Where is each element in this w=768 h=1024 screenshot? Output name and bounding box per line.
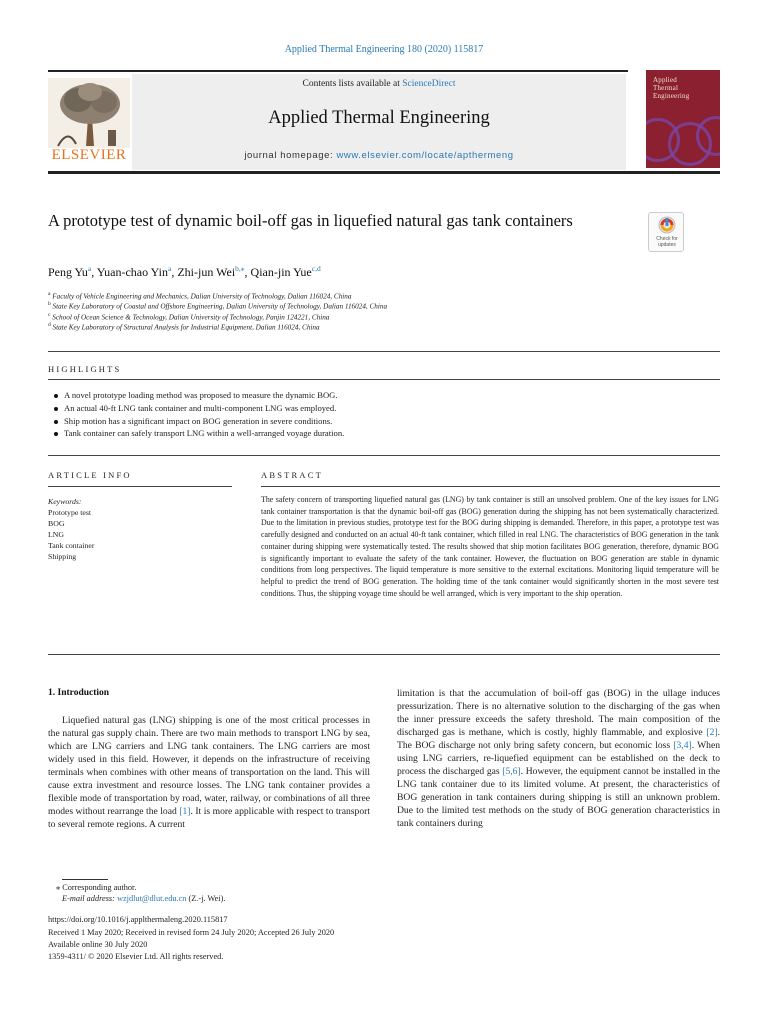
article-info-heading: ARTICLE INFO — [48, 470, 132, 480]
sciencedirect-link[interactable]: ScienceDirect — [402, 79, 456, 89]
journal-cover-image[interactable] — [646, 70, 720, 168]
intro-text: . When using LNG carriers, re-liquefied equipment can be established on the deck to process the discharged gas — [397, 740, 721, 777]
section-heading-introduction: 1. Introduction — [48, 688, 110, 698]
affiliation — [48, 320, 668, 332]
intro-text: . However, the equipment cannot be installed in the LNG tank container due to its limited volume. At present, the characteristics of BOG generation in tank containers during shipping is still an unknown problem. Due to the limited test methods on the study of BOG generation characteristics in tank containers during — [397, 766, 720, 829]
email-link[interactable]: wzjdlut@dlut.edu.cn — [117, 894, 187, 903]
intro-text: . It is more applicable with respect to transport to several remote regions. A current — [48, 806, 370, 830]
citation-link[interactable]: [1] — [179, 806, 191, 817]
doi-link[interactable]: https://doi.org/10.1016/j.applthermaleng.2020.115817 — [48, 915, 228, 924]
article-info-heading-rule — [48, 486, 232, 487]
citation-link[interactable]: [2] — [706, 727, 718, 738]
journal-homepage — [132, 150, 626, 161]
affiliation-mark: c — [48, 312, 51, 318]
intro-paragraph — [48, 714, 370, 831]
article-info-top-rule — [48, 455, 720, 456]
keyword: LNG — [48, 530, 65, 539]
affiliation-text: Faculty of Vehicle Engineering and Mechanics, Dalian University of Technology, Dalian 116024, China — [52, 292, 352, 301]
author-name[interactable]: Zhi-jun Wei — [177, 265, 236, 279]
cover-title-line: Engineering — [653, 92, 690, 100]
highlights-heading-rule — [48, 379, 720, 380]
intro-column-right — [397, 687, 720, 830]
affiliation-text: State Key Laboratory of Structural Analysis for Industrial Equipment, Dalian 116024, China — [52, 323, 320, 332]
intro-column-left — [48, 714, 370, 831]
elsevier-wordmark: ELSEVIER — [51, 147, 127, 163]
intro-text: Liquefied natural gas (LNG) shipping is one of the most critical processes in the natural gas supply chain. There are two main methods to transport LNG by sea, which are LNG carriers and LNG tank containers. The LNG carriers are most widely used in this field. However, it depends on the infrastructure of receiving terminals when combines with other means of transportation on the land. This will cause extra investment and resource losses. The LNG tank container provides a flexible mode of transportation by road, water, railway, or combinations of all three modes without rearrange the load — [48, 715, 370, 817]
abstract-heading: ABSTRACT — [261, 470, 323, 480]
received-dates: Received 1 May 2020; Received in revised form 24 July 2020; Accepted 26 July 2020 — [48, 928, 335, 937]
intro-text: . The BOG discharge not only bring safety concern, but economic loss — [397, 727, 720, 751]
bullet-icon — [54, 407, 58, 411]
crossmark-icon — [658, 216, 676, 235]
keyword: Prototype test — [48, 508, 92, 517]
available-online: Available online 30 July 2020 — [48, 940, 148, 949]
bullet-icon — [54, 420, 58, 424]
highlight-text: An actual 40-ft LNG tank container and multi-component LNG was employed. — [64, 403, 337, 413]
header-top-rule — [48, 70, 628, 72]
email-suffix: (Z.-j. Wei). — [186, 894, 226, 903]
keywords-label: Keywords: — [48, 497, 82, 506]
highlight-text: A novel prototype loading method was proposed to measure the dynamic BOG. — [64, 390, 338, 400]
affiliation-text: State Key Laboratory of Coastal and Offshore Engineering, Dalian University of Technology, Dalian 116024, China — [52, 302, 388, 311]
crossmark-button[interactable] — [648, 212, 684, 252]
keyword: Shipping — [48, 552, 77, 561]
homepage-label: journal homepage: — [244, 150, 337, 161]
highlight-item — [54, 390, 694, 401]
affiliation-text: School of Ocean Science & Technology, Dalian University of Technology, Panjin 124221, China — [52, 313, 330, 322]
citation-link[interactable]: [5,6] — [502, 766, 521, 777]
contents-prefix: Contents lists available at — [302, 79, 403, 89]
author-affiliation-mark[interactable]: b,⁎ — [235, 264, 245, 273]
abstract-text: The safety concern of transporting liquefied natural gas (LNG) by tank container is still an unsolved problem. One of the key issues for LNG tank container transportation is that the dynamic boil-off gas (BOG) generation during the shipping has not been systematically characterized. Due to the limitation in previous studies, prototype test for the BOG during shipping is demanded. Therefore, in this paper, a prototype test was carefully designed and conducted on an actual 40-ft tank container, which filled in real LNG. The characteristics of BOG generation in the tank container during shipping were systematically tested. The results showed that ship motion facilitates BOG generation, therefore, dynamic BOG is significantly important to evaluate the safety of the tank container. However, the fluctuation on BOG generation are stable in dynamic conditions from long perspectives. The liquid temperature is more sensitive to the external excitations. Monitoring liquid temperature will be helpful to predict the trend of BOG generation. The holding time of the tank container would significantly shorten in the most severe test conditions. Thus, the shipping voyage time should be well arranged, which is very important to the ship operation. — [261, 495, 719, 598]
intro-paragraph — [397, 687, 720, 830]
contents-availability — [132, 79, 626, 89]
highlight-text: Tank container can safely transport LNG within a well-arranged voyage duration. — [64, 428, 345, 438]
author-affiliation-mark[interactable]: a — [87, 264, 92, 273]
author-affiliation-mark[interactable]: c,d — [311, 264, 321, 273]
highlights-heading: HIGHLIGHTS — [48, 364, 122, 374]
highlight-text: Ship motion has a significant impact on BOG generation in severe conditions. — [64, 416, 333, 426]
highlights-top-rule — [48, 351, 720, 352]
copyright: 1359-4311/ © 2020 Elsevier Ltd. All rights reserved. — [48, 952, 224, 961]
author-name[interactable]: Yuan-chao Yin — [96, 265, 168, 279]
corresponding-author-note: ⁎ Corresponding author. — [56, 883, 137, 892]
bullet-icon — [54, 394, 58, 398]
crossmark-label-line1: Check for — [656, 236, 678, 242]
crossmark-label-line2: updates — [658, 242, 676, 248]
highlight-item — [54, 416, 694, 427]
author-name[interactable]: Qian-jin Yue — [250, 265, 312, 279]
highlight-item — [54, 403, 694, 414]
email-label: E-mail address: — [62, 894, 117, 903]
author-list: Peng Yu$^a$, Yuan-chao Yin$^a$, Zhi-jun Wei$^{b,⁎}$, Qian-jin Yue$^{c,d}$ — [48, 264, 321, 279]
journal-reference-link[interactable]: Applied Thermal Engineering 180 (2020) 115817 — [284, 44, 484, 55]
footnote-rule — [62, 879, 108, 880]
bullet-icon — [54, 432, 58, 436]
journal-title: Applied Thermal Engineering — [268, 108, 490, 128]
author-name[interactable]: Peng Yu — [48, 265, 88, 279]
keyword: Tank container — [48, 541, 95, 550]
affiliation-mark: d — [48, 322, 51, 328]
abstract-bottom-rule — [48, 654, 720, 655]
author-affiliation-mark[interactable]: a — [168, 264, 172, 273]
citation-link[interactable]: [3,4] — [673, 740, 692, 751]
header-bottom-rule — [48, 171, 720, 174]
intro-text: limitation is that the accumulation of boil-off gas (BOG) in the ullage induces pressurization. There is no alternative solution to the discharging of the gas when the inner pressure exceeds the safety threshold. The main composition of the discharged gas is methane, which is costly, highly flammable, and explosive — [397, 688, 720, 738]
cover-title — [653, 76, 715, 100]
email-note — [62, 894, 225, 903]
affiliation-mark: b — [48, 301, 51, 307]
affiliation-mark: a — [48, 291, 51, 297]
cover-title-line: Thermal — [653, 84, 679, 92]
abstract-heading-rule — [261, 486, 720, 487]
crossmark-label — [649, 236, 685, 248]
keyword: BOG — [48, 519, 65, 528]
cover-title-line: Applied — [653, 76, 677, 84]
homepage-link[interactable]: www.elsevier.com/locate/apthermeng — [336, 150, 514, 161]
highlight-item — [54, 428, 694, 439]
paper-title: A prototype test of dynamic boil-off gas in liquefied natural gas tank containers — [48, 211, 573, 230]
